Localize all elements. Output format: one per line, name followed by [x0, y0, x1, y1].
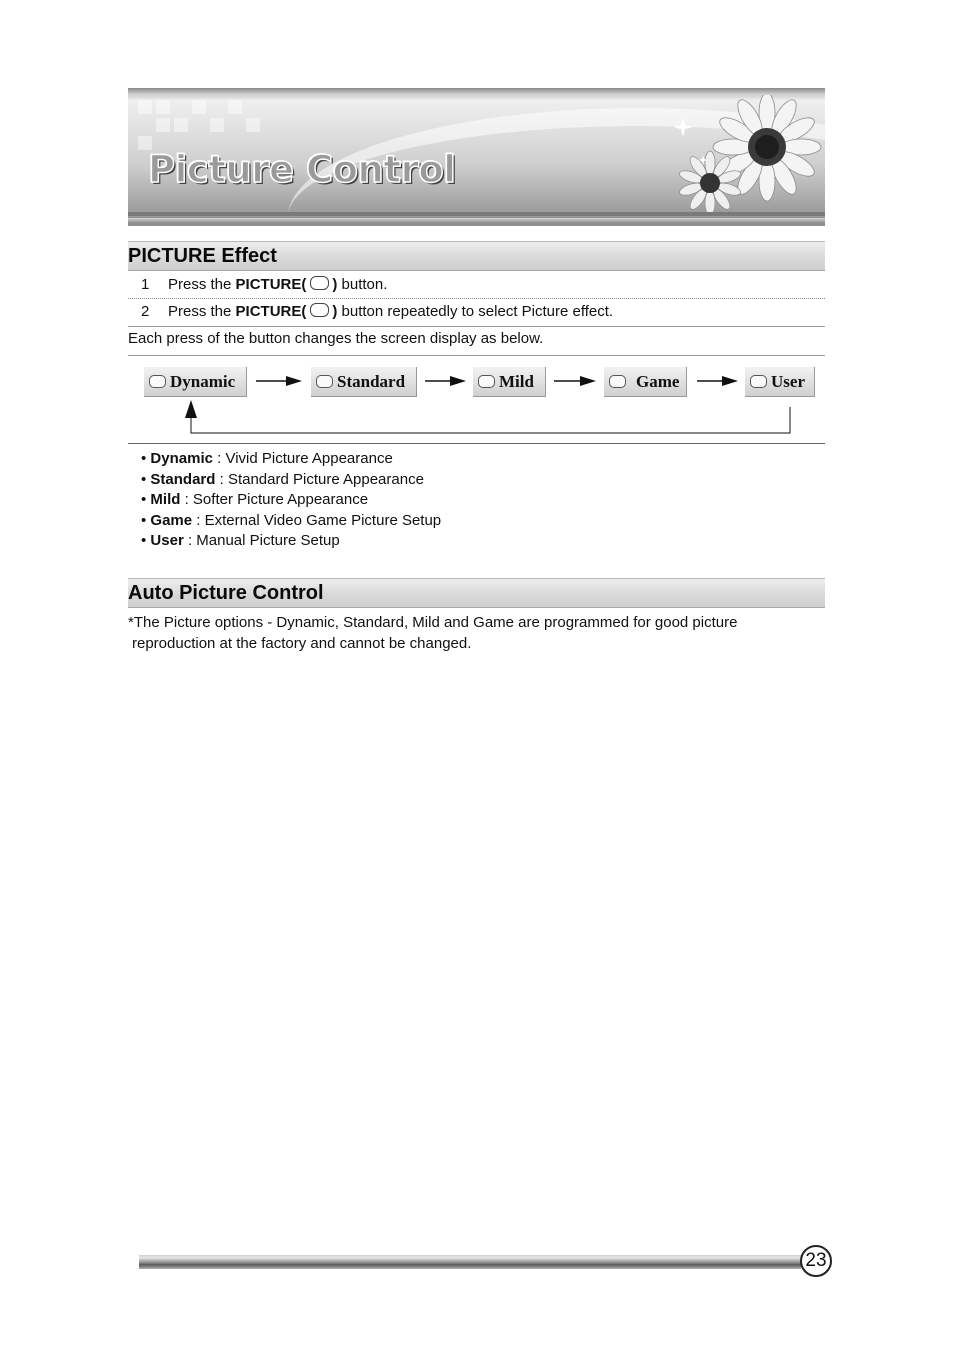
sunflower-image	[675, 95, 825, 212]
step-number: 1	[141, 276, 150, 293]
list-item: • Dynamic : Vivid Picture Appearance	[141, 450, 393, 467]
flow-box-standard: Standard	[311, 367, 417, 397]
picture-button-icon	[310, 276, 329, 290]
flow-box-user: User	[745, 367, 815, 397]
page-number: 23	[800, 1245, 832, 1277]
step-number: 2	[141, 303, 150, 320]
footer-bar	[139, 1255, 801, 1269]
list-item: • Mild : Softer Picture Appearance	[141, 491, 369, 508]
step-text: Press the PICTURE( ) button repeatedly to select Picture effect.	[168, 303, 614, 320]
chapter-banner	[128, 88, 825, 226]
picture-button-icon	[310, 303, 329, 317]
arrow-right-icon	[554, 376, 596, 386]
list-item: • Game : External Video Game Picture Setup	[141, 511, 442, 529]
flow-box-game: Game	[604, 367, 687, 397]
flow-arrows	[140, 360, 830, 440]
step-text: Press the PICTURE( ) button.	[168, 276, 388, 293]
auto-picture-note: *The Picture options - Dynamic, Standard, Mild and Game are programmed for good picture reproduction at the factory and cannot be changed.	[128, 614, 738, 652]
list-item: • Standard : Standard Picture Appearance	[141, 470, 424, 488]
section-header-picture-effect	[128, 241, 825, 271]
arrow-up-icon	[185, 400, 790, 433]
divider	[128, 326, 825, 327]
page-title: Picture Control	[148, 148, 456, 191]
arrow-right-icon	[256, 376, 302, 386]
divider	[128, 355, 825, 356]
arrow-right-icon	[425, 376, 466, 386]
arrow-right-icon	[697, 376, 738, 386]
flow-box-dynamic: Dynamic	[144, 367, 247, 397]
flow-intro-text: Each press of the button changes the screen display as below.	[128, 330, 544, 347]
section-header-auto-picture	[128, 578, 825, 608]
section-title: Auto Picture Control	[128, 582, 324, 604]
section-title: PICTURE Effect	[128, 245, 277, 267]
flow-box-mild: Mild	[473, 367, 546, 397]
divider	[128, 443, 825, 444]
step-row	[128, 303, 825, 323]
divider	[128, 298, 825, 299]
mode-description-list	[141, 449, 441, 552]
list-item: • User : Manual Picture Setup	[141, 532, 340, 549]
step-row	[128, 276, 825, 296]
